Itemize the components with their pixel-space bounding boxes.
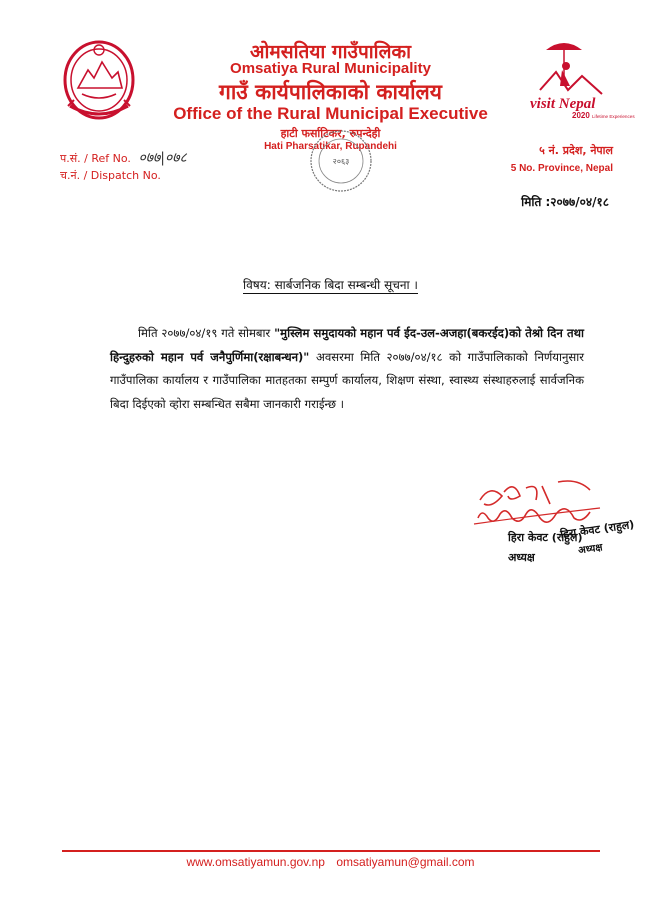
svg-text:२०६३: २०६३: [332, 157, 350, 166]
address-nepali: हाटी फर्साटिकर, रुपन्देही: [280, 127, 381, 140]
subject-line: [0, 276, 661, 293]
office-name-english: Office of the Rural Municipal Executive: [173, 104, 488, 123]
municipality-name-english: Omsatiya Rural Municipality: [230, 60, 431, 77]
municipality-name-nepali: ओमसतिया गाउँपालिका: [249, 41, 411, 63]
email-link[interactable]: omsatiyamun@gmail.com: [336, 855, 475, 869]
office-name-nepali: गाउँ कार्यपालिकाको कार्यालय: [219, 80, 442, 104]
dispatch-number-label: च.नं. / Dispatch No.: [60, 169, 161, 182]
visit-nepal-2020-logo: [516, 36, 635, 126]
office-seal-stamp: [306, 128, 376, 194]
website-link[interactable]: www.omsatiyamun.gov.np: [186, 855, 325, 869]
letter-date: मिति :२०७७/०४/१८: [521, 195, 609, 209]
body-part-2: अवसरमा मिति २०७७/०४/१८ को गाउँपालिकाको निर्णयानुसार गाउँपालिका कार्यालय र गाउँपालिका मातहतका सम्पुर्ण कार्यालय, शिक्षण संस्था, स्वास्थ्य संस्थाहरुलाई सार्वजनिक बिदा दिईएको व्होरा सम्बन्धित सबैमा जानकारी गराईन्छ ।: [110, 349, 584, 411]
province-nepali: ५ नं. प्रदेश, नेपाल: [539, 144, 613, 157]
province-english: 5 No. Province, Nepal: [510, 163, 613, 174]
visit-nepal-wordmark: visit Nepal: [530, 96, 596, 112]
visit-nepal-year: 2020: [572, 111, 590, 120]
body-festival-names: "मुस्लिम समुदायको महान पर्व ईद-उल-अजहा(बकरईद)को तेश्रो दिन तथा हिन्दुहरुको महान पर्व जनैपुर्णिमा(रक्षाबन्धन)": [110, 326, 584, 364]
footer-divider: [62, 850, 600, 852]
notice-body: [110, 322, 584, 416]
address-english: Hati Pharsatikar, Rupandehi: [264, 141, 397, 152]
title-stamp: अध्यक्ष: [577, 542, 604, 557]
body-part-1: मिति २०७७/०४/१९ गते सोमबार: [138, 326, 275, 340]
name-stamp: हिरा केवट (राहुल): [559, 517, 636, 542]
subject-text: विषय: सार्बजनिक बिदा सम्बन्धी सूचना ।: [243, 278, 418, 292]
signatory-name: हिरा केवट (राहुल): [508, 531, 583, 544]
ref-value: ०७७|०७८: [138, 150, 187, 166]
signatory-title: अध्यक्ष: [508, 551, 535, 564]
footer-contact: [0, 855, 661, 869]
visit-nepal-tagline: Lifetime Experiences: [592, 114, 635, 119]
reference-number: [60, 148, 187, 167]
ref-label: प.सं. / Ref No.: [60, 152, 131, 165]
